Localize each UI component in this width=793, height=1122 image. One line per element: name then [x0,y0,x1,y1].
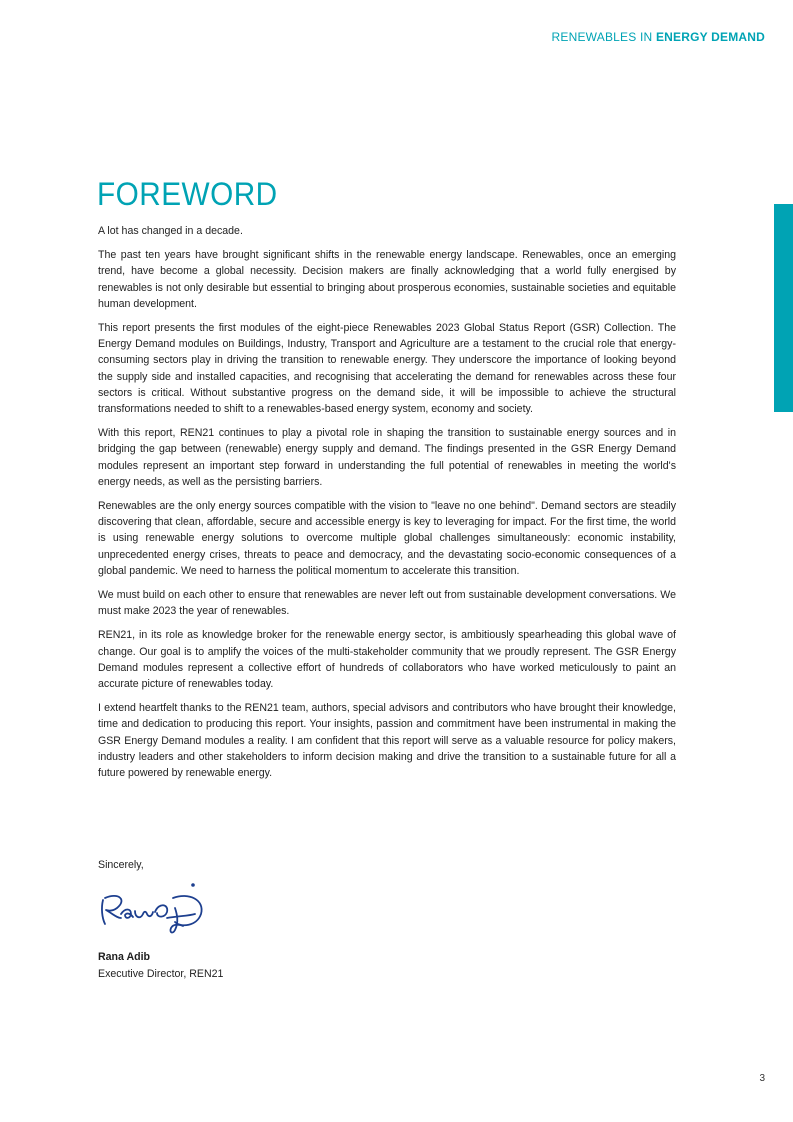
closing-salutation: Sincerely, [98,859,144,871]
paragraph: The past ten years have brought significant shifts in the renewable energy landscape. Renewables, once an emerging trend, have become a global necessity. Decision makers are finally acknowledging that a world fully energised by renewables is not only desirable but essential to bringing about prosperous economies, sustainable societies and equitable human development. [98,249,676,310]
paragraph: This report presents the first modules of the eight-piece Renewables 2023 Global Status Report (GSR) Collection. The Energy Demand modules on Buildings, Industry, Transport and Agriculture are a testament to the crucial role that energy-consuming sectors play in driving the transition to renewable energy. They underscore the importance of looking beyond the supply side and installed capacities, and recognising that accelerating the demand for renewables across these four sectors is critical. Without substantive progress on the demand side, it will be impossible to achieve the structural transformations needed to shift to a renewables-based energy system, economy and society. [98,322,676,416]
signatory-role: Executive Director, REN21 [98,968,224,980]
paragraph: I extend heartfelt thanks to the REN21 team, authors, special advisors and contributors who have brought their knowledge, time and dedication to producing this report. Your insights, passion and commitment have been instrumental in making the GSR Energy Demand modules a reality. I am confident that this report will serve as a valuable resource for policy makers, industry leaders and other stakeholders to inform decision making and drive the transition to a sustainable future for all a future powered by renewable energy. [98,702,676,780]
paragraph: Renewables are the only energy sources compatible with the vision to "leave no one behind". Demand sectors are steadily discovering that clean, affordable, secure and accessible energy is key to leveraging for impact. For the first time, the world is using renewable energy solutions to overcome multiple global challenges simultaneously: economic instability, unprecedented energy crises, threats to peace and democracy, and the devastating socio-economic consequences of a global pandemic. We need to harness the political momentum to accelerate this transition. [98,500,676,577]
section-header-prefix: RENEWABLES IN [551,30,656,44]
section-header-emphasis: ENERGY DEMAND [655,30,765,44]
section-side-tab [774,204,793,412]
paragraph: With this report, REN21 continues to play a pivotal role in shaping the transition to sustainable energy sources and in bridging the gap between (renewable) energy supply and demand. The findings presented in the GSR Energy Demand modules represent an important step forward in understanding the full potential of renewables in meeting the world's energy needs, as well as the persisting barriers. [98,427,676,488]
page-title: FOREWORD [97,176,278,212]
handwritten-signature [97,878,217,938]
foreword-body [98,223,676,789]
paragraph: A lot has changed in a decade. [98,225,243,237]
signatory-name: Rana Adib [98,951,150,963]
page-number: 3 [759,1073,765,1084]
paragraph: REN21, in its role as knowledge broker for the renewable energy sector, is ambitiously spearheading this global wave of change. Our goal is to amplify the voices of the multi-stakeholder community that we proudly represent. The GSR Energy Demand modules represent a collective effort of hundreds of collaborators who have worked meticulously to paint an accurate picture of renewables today. [98,629,676,691]
paragraph: We must build on each other to ensure that renewables are never left out from sustainable development conversations. We must make 2023 the year of renewables. [98,589,676,618]
section-header [552,30,765,44]
